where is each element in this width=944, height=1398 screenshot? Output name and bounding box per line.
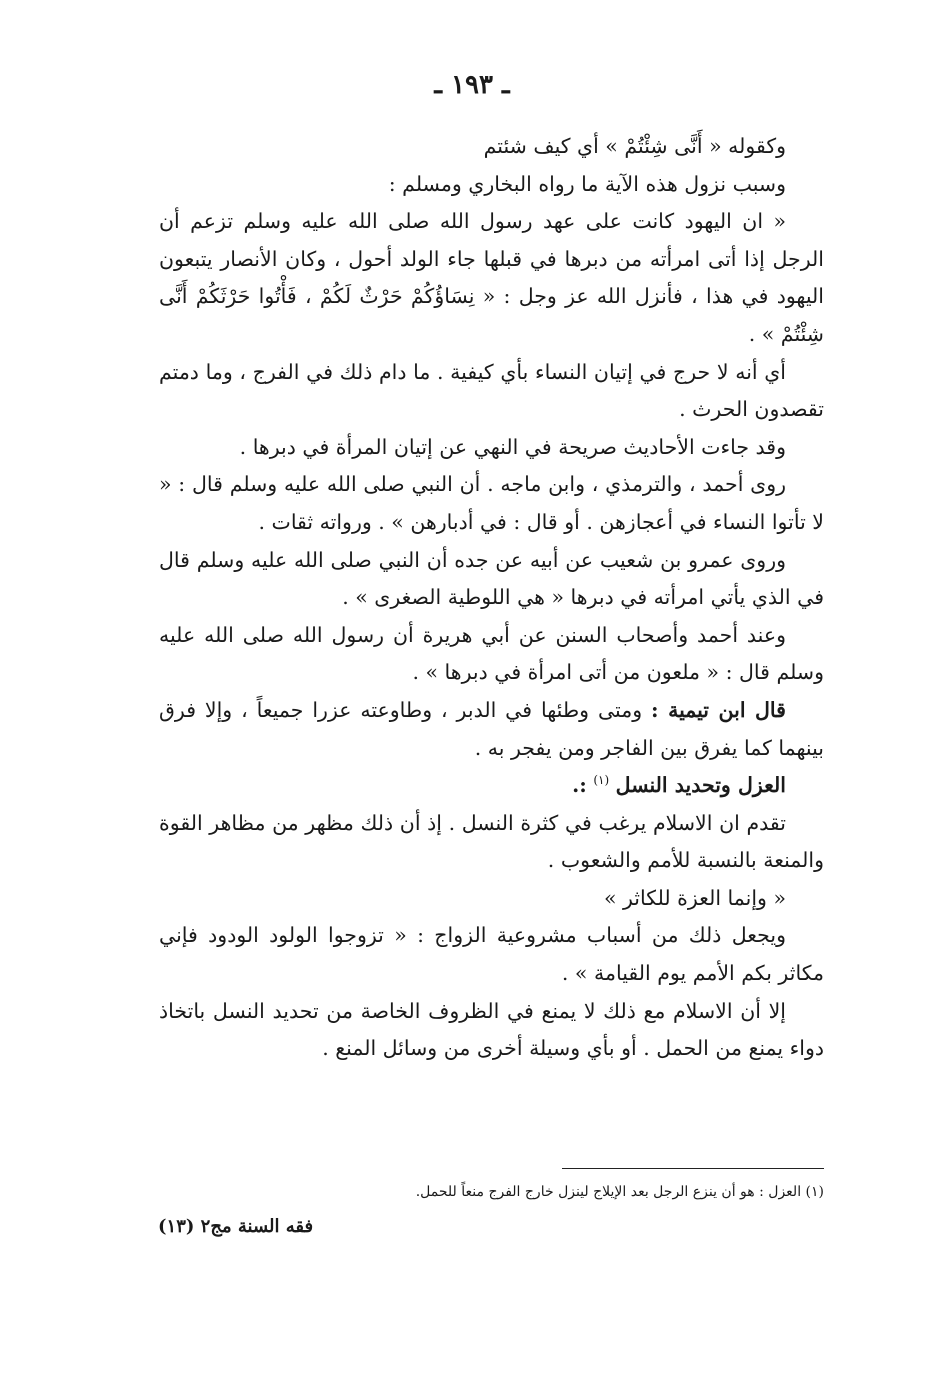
paragraph-revelation-cause: وسبب نزول هذه الآية ما رواه البخاري ومسلم : <box>388 171 786 196</box>
paragraph-marriage-hadith: ويجعل ذلك من أسباب مشروعية الزواج : « تزوجوا الولود الودود فإني مكاثر بكم الأمم يوم القيامة » . <box>159 923 824 986</box>
paragraph-amr-ibn-shuayb: وروى عمرو بن شعيب عن أبيه عن جده أن النبي صلى الله عليه وسلم قال في الذي يأتي امرأته في دبرها « هي اللوطية الصغرى » . <box>159 547 824 610</box>
paragraph-abu-hurayra: وعند أحمد وأصحاب السنن عن أبي هريرة أن رسول الله صلى الله عليه وسلم قال : « ملعون من أتى امرأة في دبرها » . <box>159 622 824 685</box>
section-heading-suffix: :. <box>572 773 587 798</box>
ibn-taymiyya-text: ومتى وطئها في الدبر ، وطاوعته عزرا جميعاً ، وإلا فرق بينهما كما يفرق بين الفاجر ومن يفجر به . <box>159 697 824 760</box>
paragraph-ahmad-tirmidhi: روى أحمد ، والترمذي ، وابن ماجه . أن النبي صلى الله عليه وسلم قال : « لا تأتوا النساء في أعجازهن . أو قال : في أدبارهن » . ورواته ثقات . <box>159 472 824 534</box>
paragraph-islam-progeny: تقدم ان الاسلام يرغب في كثرة النسل . إذ أن ذلك مظهر من مظاهر القوة والمنعة بالنسبة للأمم والشعوب . <box>159 810 824 873</box>
footnote-reference: (١) <box>593 773 610 788</box>
paragraph-birth-control: إلا أن الاسلام مع ذلك لا يمنع في الظروف الخاصة من تحديد النسل باتخاذ دواء يمنع من الحمل . أو بأي وسيلة أخرى من وسائل المنع . <box>159 998 824 1061</box>
paragraph-honor-quote: « وإنما العزة للكاثر » <box>603 885 786 910</box>
ibn-taymiyya-label: قال ابن تيمية : <box>651 697 786 722</box>
section-heading-title: العزل وتحديد النسل <box>615 773 786 798</box>
paragraph-quran-quote: وكقوله « أَنَّى شِئْتُمْ » أي كيف شئتم <box>483 134 786 158</box>
paragraph-prohibition: وقد جاءت الأحاديث صريحة في النهي عن إتيان المرأة في دبرها . <box>239 434 786 459</box>
paragraph-ibn-taymiyya <box>159 692 824 767</box>
page-number: ـ ١٩٣ ـ <box>434 70 510 100</box>
footnote-text: (١) العزل : هو أن ينزع الرجل بعد الإيلاج لينزل خارج الفرج منعاً للحمل. <box>415 1184 824 1200</box>
book-signature: فقه السنة مج٢ (١٣) <box>158 1216 314 1237</box>
footnote-divider <box>562 1168 824 1169</box>
section-heading <box>159 767 824 805</box>
paragraph-explanation: أي أنه لا حرج في إتيان النساء بأي كيفية . ما دام ذلك في الفرج ، وما دمتم تقصدون الحرث . <box>159 359 824 422</box>
main-text <box>159 128 824 1068</box>
paragraph-hadith-jews: « ان اليهود كانت على عهد رسول الله صلى الله عليه وسلم تزعم أن الرجل إذا أتى امرأته من دبرها في قبلها جاء الولد أحول ، وكان الأنصار يتبعون اليهود في هذا ، فأنزل الله عز وجل : « نِسَاؤُكُمْ حَرْثٌ لَكُمْ ، فَأْتُوا حَرْثَكُمْ أَنَّى شِئْتُمْ » . <box>159 209 824 346</box>
